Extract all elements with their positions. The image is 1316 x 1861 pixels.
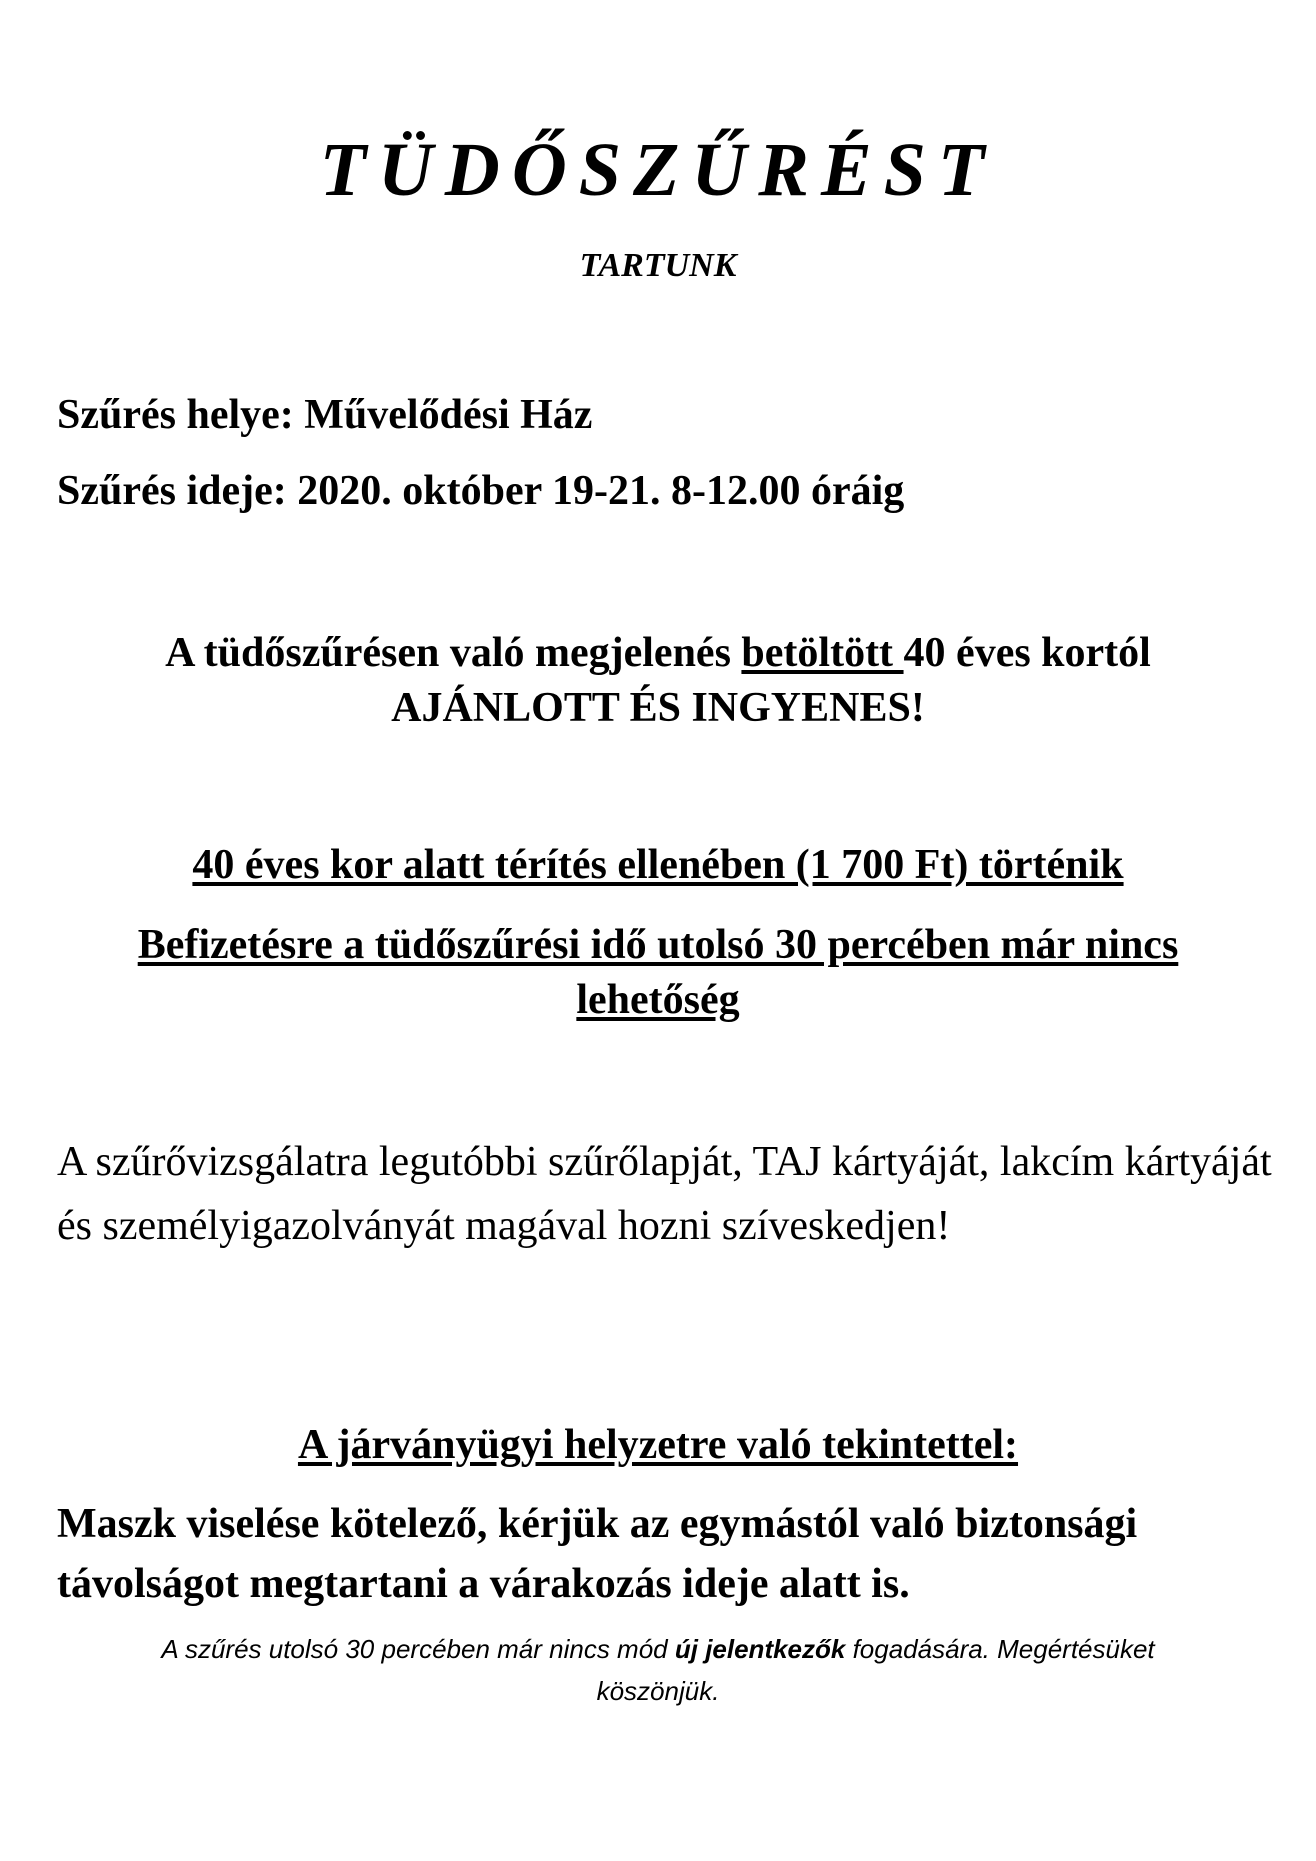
free-notice-text-a: A tüdőszűrésen való megjelenés bbox=[165, 630, 742, 676]
free-notice-underlined: betöltött bbox=[741, 630, 904, 676]
footnote-text-a: A szűrés utolsó 30 percében már nincs mód bbox=[161, 1634, 675, 1664]
epidemic-heading: A járványügyi helyzetre való tekintettel: bbox=[297, 1422, 1019, 1468]
footnote bbox=[0, 1628, 1316, 1712]
fee-notice-line1: 40 éves kor alatt térítés ellenében (1 700 Ft) történik bbox=[192, 842, 1124, 888]
screening-time: Szűrés ideje: 2020. október 19-21. 8-12.00 óráig bbox=[57, 468, 905, 514]
free-notice-line1 bbox=[0, 626, 1316, 681]
screening-place: Szűrés helye: Művelődési Ház bbox=[57, 392, 593, 438]
footnote-text-b: fogadására. Megértésüket köszönjük. bbox=[596, 1634, 1155, 1706]
fee-notice-line2: Befizetésre a tüdőszűrési idő utolsó 30 percében már nincs lehetőség bbox=[137, 922, 1179, 1023]
poster-title: TÜDŐSZŰRÉST bbox=[319, 128, 997, 212]
footnote-inner bbox=[113, 1628, 1203, 1712]
footnote-bold: új jelentkezők bbox=[674, 1634, 846, 1664]
free-notice-line2: AJÁNLOTT ÉS INGYENES! bbox=[391, 685, 925, 731]
free-notice bbox=[0, 626, 1316, 736]
poster-subtitle: TARTUNK bbox=[579, 247, 737, 284]
epidemic-text: Maszk viselése kötelező, kérjük az egymástól való biztonsági távolságot megtartani a várakozás ideje alatt is. bbox=[57, 1501, 1138, 1607]
documents-notice: A szűrővizsgálatra legutóbbi szűrőlapját, TAJ kártyáját, lakcím kártyáját és személyigazolványát magával hozni szíveskedjen! bbox=[57, 1139, 1272, 1249]
free-notice-text-b: 40 éves kortól bbox=[903, 630, 1151, 676]
